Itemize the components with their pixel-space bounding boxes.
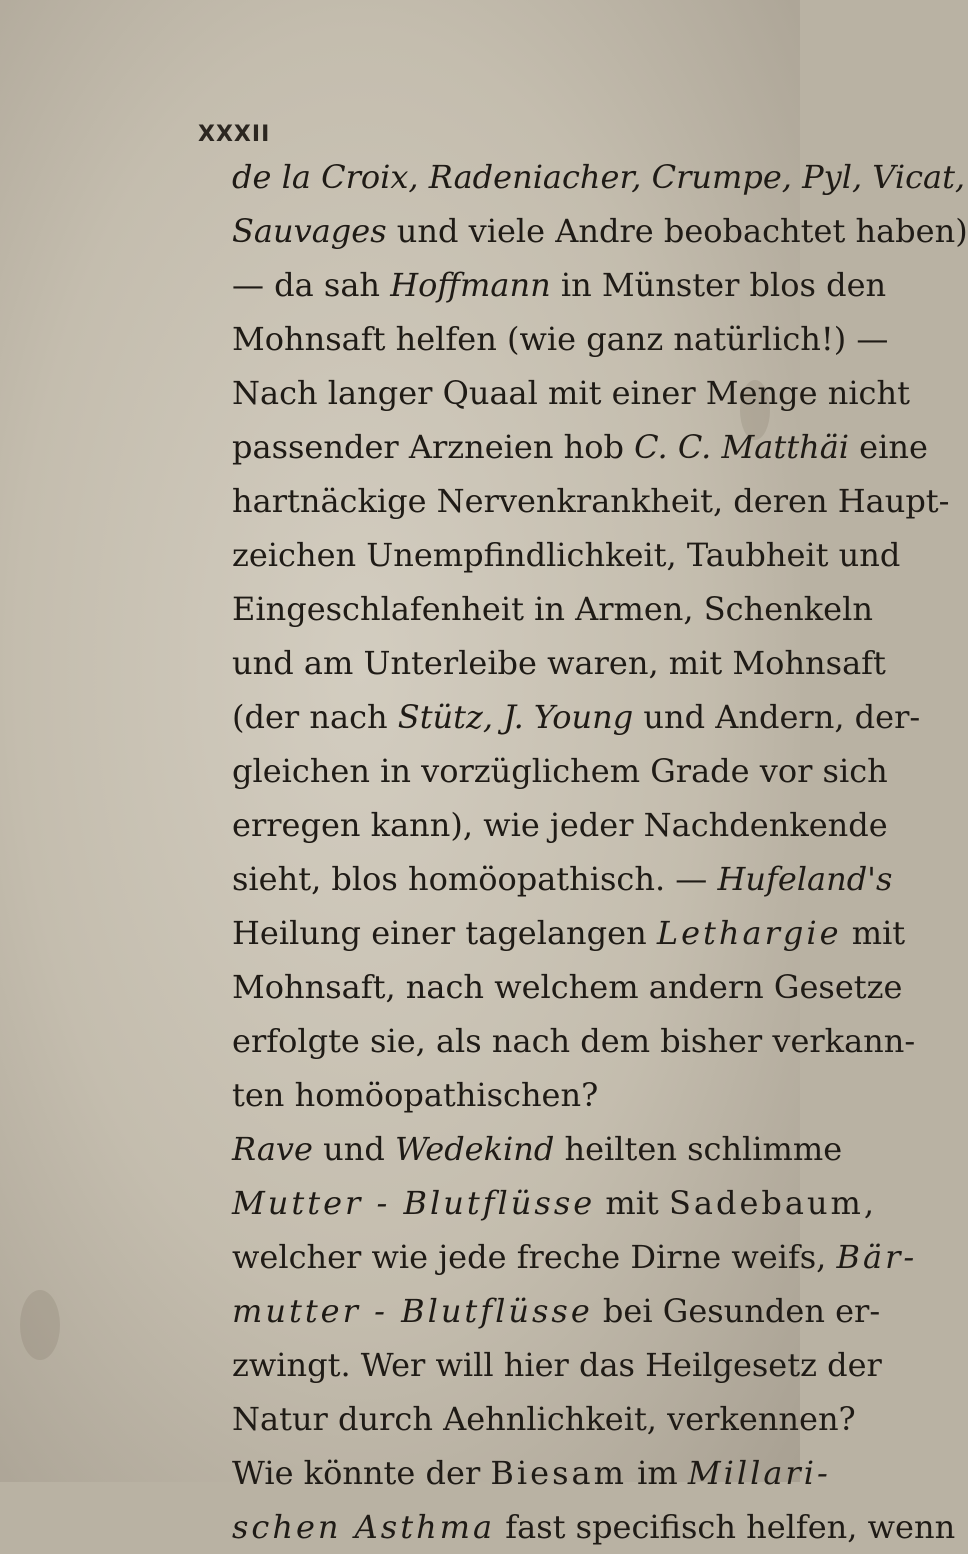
text-line [232,528,901,582]
text-segment: Hoffmann [390,266,551,304]
text-segment: Lethargie [656,914,842,952]
text-segment: gleichen in vorzüglichem Grade vor sich [232,752,888,790]
text-line [232,1176,878,1230]
text-line [232,960,903,1014]
text-segment: mutter - Blutflüsse [232,1292,593,1330]
text-segment: Nach langer Quaal mit einer Menge nicht [232,374,910,412]
text-line [232,420,928,474]
text-segment: Mohnsaft, nach welchem andern Gesetze [232,968,903,1006]
text-segment: Natur durch Aehnlichkeit, verkennen? [232,1400,856,1438]
text-line [232,366,910,420]
text-segment: und [312,1130,395,1168]
text-line [232,852,893,906]
text-segment: zwingt. Wer will hier das Heilgesetz der [232,1346,882,1384]
text-line [232,312,889,366]
body-text [232,150,968,1554]
text-segment: C. C. Matthäi [634,428,849,466]
text-segment: Eingeschlafenheit in Armen, Schenkeln [232,590,873,628]
text-segment: Sadebaum, [668,1184,878,1222]
text-line [232,474,950,528]
text-segment: erfolgte sie, als nach dem bisher verkann- [232,1022,916,1060]
text-segment: bei Gesunden er- [592,1292,881,1330]
text-segment: Stütz, J. Young [397,698,634,736]
text-segment: Biesam [490,1454,627,1492]
text-line [232,204,968,258]
text-segment: Wie könnte der [232,1454,491,1492]
text-line [232,1338,882,1392]
text-segment: Rave [232,1130,313,1168]
text-segment: (der nach [232,698,398,736]
text-segment: heilten schlimme [554,1130,843,1168]
text-segment: Millari- [687,1454,831,1492]
text-segment: Hufeland's [717,860,893,898]
text-segment: hartnäckige Nervenkrankheit, deren Haupt- [232,482,950,520]
text-segment: eine [849,428,928,466]
text-segment: Mutter - Blutflüsse [232,1184,596,1222]
text-line [232,744,888,798]
text-segment: de la Croix, Radeniacher, Crumpe, Pyl, Vicat, [232,158,966,196]
text-line [232,1446,831,1500]
text-line [232,906,906,960]
text-segment: und viele Andre beobachtet haben) [386,212,968,250]
text-segment: ten homöopathischen? [232,1076,599,1114]
text-segment: sieht, blos homöopathisch. — [232,860,718,898]
text-line [232,690,921,744]
text-segment: Wedekind [394,1130,555,1168]
text-segment: passender Arzneien hob [232,428,635,466]
text-segment: und am Unterleibe waren, mit Mohnsaft [232,644,886,682]
text-segment: im [626,1454,688,1492]
text-segment: Mohnsaft helfen (wie ganz natürlich!) — [232,320,889,358]
text-line [232,1068,792,1122]
page-number: XXXII [198,122,271,147]
text-line [232,636,886,690]
text-line [232,582,873,636]
text-segment: fast specifisch helfen, wenn [495,1508,956,1546]
text-segment: schen Asthma [232,1508,496,1546]
text-segment: mit [595,1184,669,1222]
text-segment: Bär- [836,1238,918,1276]
text-line [232,258,887,312]
text-segment: Sauvages [232,212,387,250]
text-segment: zeichen Unempfindlichkeit, Taubheit und [232,536,901,574]
page-stain [20,1290,60,1360]
text-segment: welcher wie jede freche Dirne weifs, [232,1238,837,1276]
text-line [232,1230,918,1284]
text-segment: — da sah [232,266,391,304]
text-segment: und Andern, der- [633,698,921,736]
text-line [232,798,888,852]
text-line [232,1392,856,1446]
text-line [232,1122,843,1176]
text-line [232,1284,881,1338]
text-line [232,1014,916,1068]
text-segment: Heilung einer tagelangen [232,914,657,952]
text-line [232,150,966,204]
text-line [232,1500,956,1554]
text-segment: erregen kann), wie jeder Nachdenkende [232,806,888,844]
text-segment: mit [841,914,906,952]
text-segment: in Münster blos den [550,266,887,304]
